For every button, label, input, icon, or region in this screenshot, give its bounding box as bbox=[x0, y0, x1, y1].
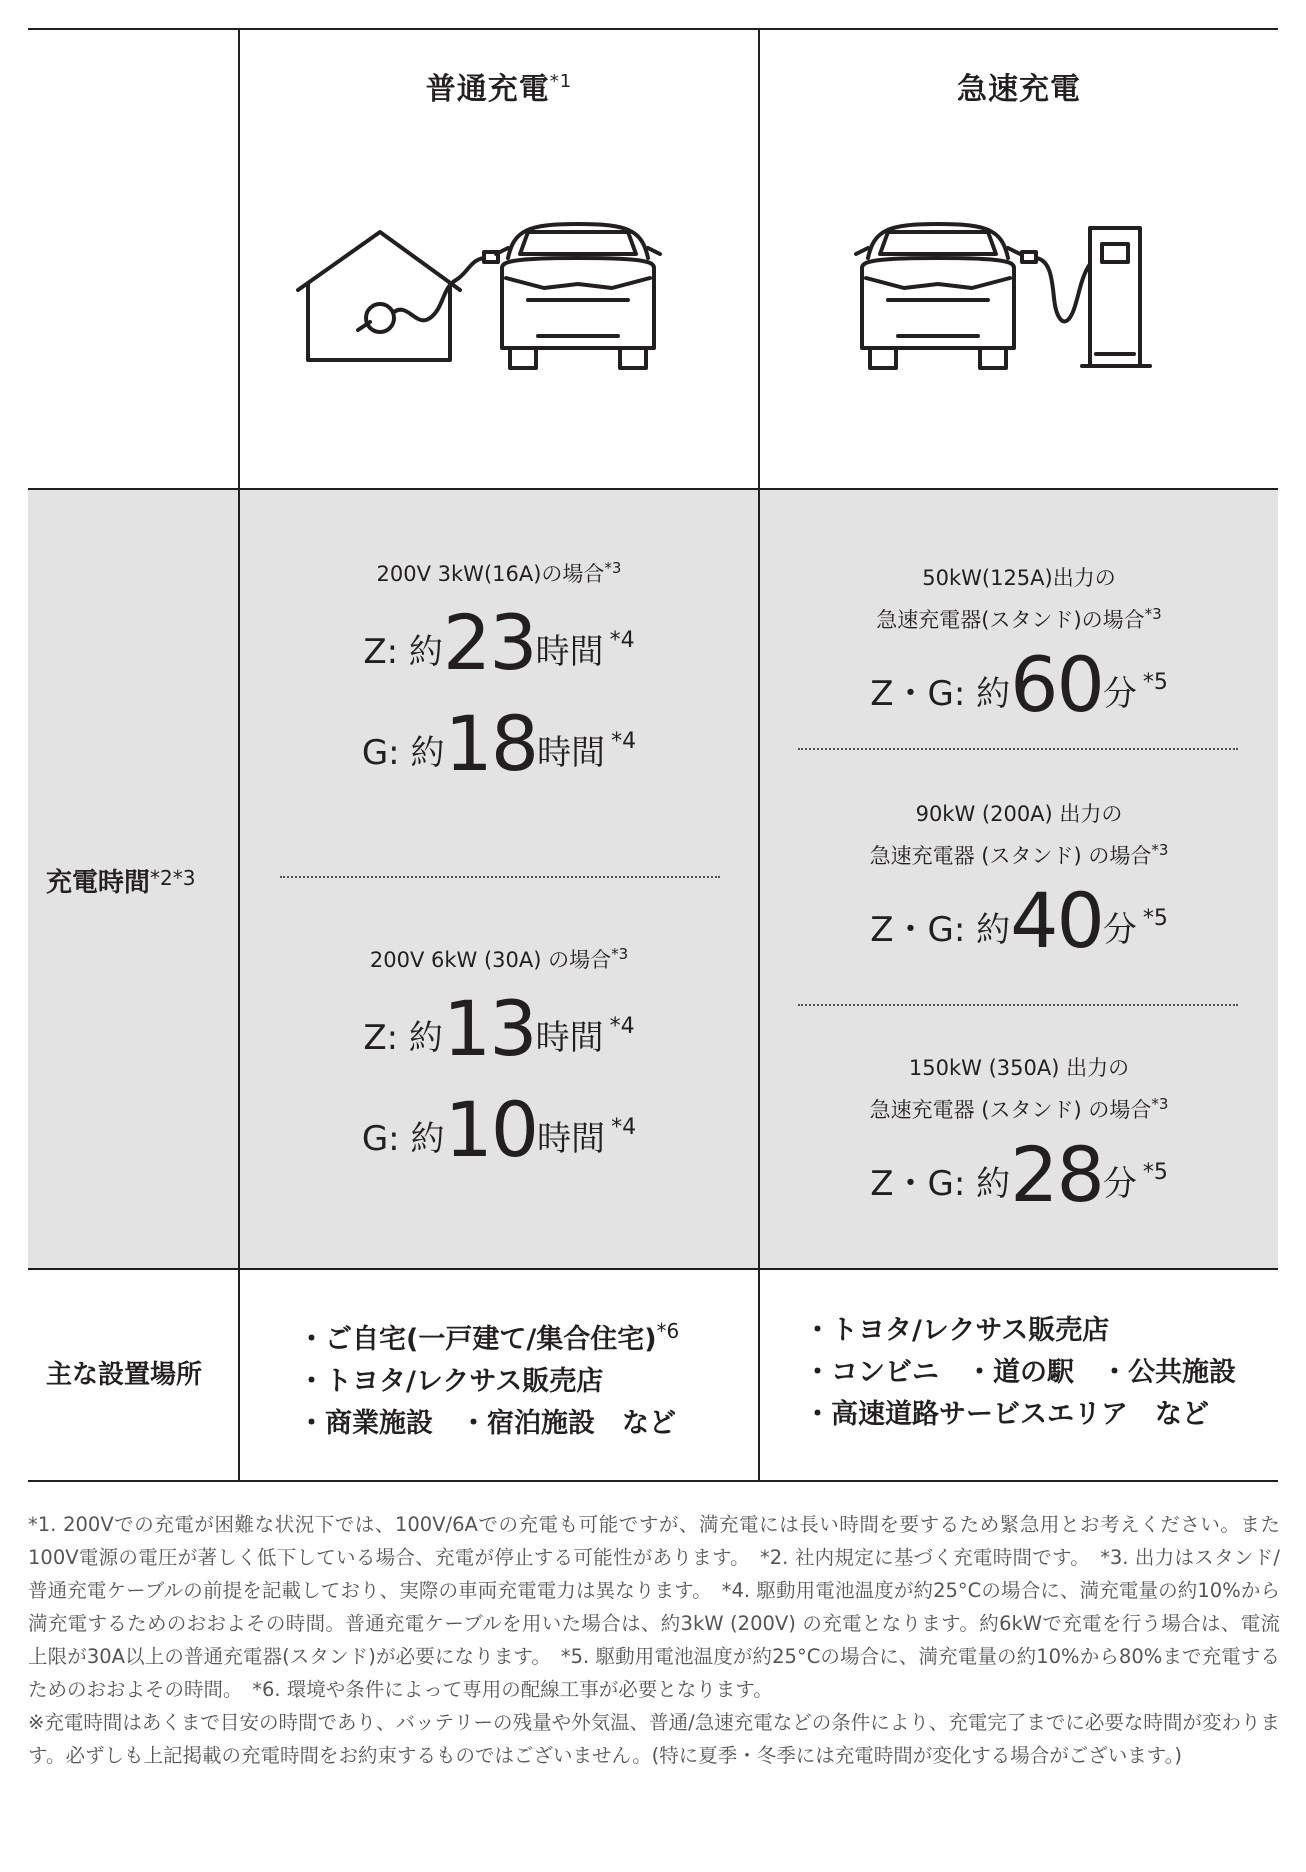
plug-icon bbox=[358, 252, 498, 332]
dotted-separator bbox=[280, 876, 720, 878]
footnote-mark: *5 bbox=[1142, 906, 1168, 931]
dotted-separator bbox=[798, 1004, 1238, 1006]
charge-time-label bbox=[46, 862, 195, 899]
footnotes-main: *1. 200Vでの充電が困難な状況下では、100V/6Aでの充電も可能ですが、満充電には長い時間を要するため緊急用とお考えください。また100V電源の電圧が著しく低下している場合、充電が停止する可能性があります。 *2. 社内規定に基づく充電時間です。 *3. 出力はスタンド/普通充電ケーブルの前提を記載しており、実際の車両充電電力は異なります。 *4. 駆動用電池温度が約25°Cの場合に、満充電量の約10%から満充電するためのおおよその時間。普通充電ケーブルを用いた場合は、約3kW (200V) の充電となります。約6kWで充電を行う場合は、電流上限が30A以上の普通充電器(スタンド)が必要になります。 *5. 駆動用電池温度が約25°Cの場合に、満充電量の約10%から80%まで充電するためのおおよその時間。 *6. 環境や条件によって専用の配線工事が必要となります。 bbox=[28, 1513, 1280, 1701]
z-grade-time bbox=[240, 596, 758, 697]
time-value: 23 bbox=[442, 598, 536, 687]
footnote-mark: *3 bbox=[1144, 605, 1162, 623]
z-grade-time bbox=[240, 982, 758, 1083]
condition-line: 50kW(125A)出力の bbox=[922, 566, 1116, 590]
house-icon bbox=[298, 232, 460, 360]
grade-prefix: G: 約 bbox=[361, 1119, 445, 1159]
grade-prefix: G: 約 bbox=[361, 733, 445, 773]
rapid-charge-header bbox=[760, 64, 1278, 108]
footnote-mark: *4 bbox=[611, 1115, 637, 1140]
condition-label: 200V 6kW (30A) の場合 bbox=[369, 948, 612, 972]
footnote-mark: *4 bbox=[609, 1014, 635, 1039]
condition-line: 90kW (200A) 出力の bbox=[915, 802, 1123, 826]
footnote-mark: *2*3 bbox=[150, 866, 196, 890]
footnote-mark: *3 bbox=[604, 559, 622, 577]
table-bottom-border bbox=[28, 1480, 1278, 1482]
grade-prefix: Z: 約 bbox=[363, 632, 443, 672]
time-unit: 分 bbox=[1102, 910, 1137, 950]
grade-prefix: Z: 約 bbox=[363, 1018, 443, 1058]
list-item bbox=[298, 1310, 679, 1361]
condition-line bbox=[760, 832, 1278, 874]
condition-text bbox=[240, 936, 758, 978]
list-item: ・高速道路サービスエリア など bbox=[804, 1399, 1209, 1430]
normal-locations-list bbox=[298, 1310, 679, 1445]
time-value: 13 bbox=[442, 984, 536, 1073]
g-grade-time bbox=[240, 1083, 758, 1184]
condition-line: 150kW (350A) 出力の bbox=[908, 1056, 1130, 1080]
time-value: 40 bbox=[1010, 876, 1103, 965]
zg-grade-time bbox=[760, 1128, 1278, 1229]
charge-time-label-text: 充電時間 bbox=[46, 868, 151, 898]
grade-prefix: Z・G: 約 bbox=[870, 1164, 1011, 1204]
g-grade-time bbox=[240, 697, 758, 798]
time-value: 28 bbox=[1010, 1130, 1103, 1219]
rapid-charge-illustration bbox=[854, 218, 1184, 398]
condition-line bbox=[760, 1086, 1278, 1128]
rapid-block-3 bbox=[760, 1050, 1278, 1229]
footnote-mark: *3 bbox=[1151, 1095, 1169, 1113]
time-unit: 時間 bbox=[537, 1119, 606, 1159]
footnote-mark: *4 bbox=[611, 729, 637, 754]
row-divider bbox=[28, 1268, 1278, 1270]
rapid-block-2 bbox=[760, 796, 1278, 975]
row-divider bbox=[28, 488, 1278, 490]
condition-text bbox=[240, 550, 758, 592]
list-item: ・トヨタ/レクサス販売店 bbox=[804, 1315, 1110, 1346]
grade-prefix: Z・G: 約 bbox=[870, 910, 1011, 950]
car-front-icon bbox=[496, 224, 660, 368]
table-top-border bbox=[28, 28, 1278, 30]
normal-charge-title: 普通充電 bbox=[425, 72, 550, 107]
locations-label: 主な設置場所 bbox=[46, 1360, 203, 1390]
grade-prefix: Z・G: 約 bbox=[870, 674, 1011, 714]
normal-block-1 bbox=[240, 550, 758, 798]
normal-charge-illustration bbox=[298, 218, 718, 398]
footnote-mark: *3 bbox=[1151, 841, 1169, 859]
footnote-mark: *5 bbox=[1142, 670, 1168, 695]
condition-label: 200V 3kW(16A)の場合 bbox=[376, 562, 605, 586]
time-value: 10 bbox=[444, 1085, 538, 1174]
charging-table bbox=[28, 28, 1278, 1482]
car-front-icon bbox=[856, 224, 1020, 368]
footnote-mark: *3 bbox=[611, 945, 629, 963]
time-unit: 分 bbox=[1102, 674, 1137, 714]
time-unit: 時間 bbox=[535, 1018, 604, 1058]
dotted-separator bbox=[798, 748, 1238, 750]
column-divider bbox=[758, 28, 760, 1482]
condition-label: 急速充電器 (スタンド) の場合 bbox=[869, 844, 1152, 868]
list-item: ・コンビニ ・道の駅 ・公共施設 bbox=[804, 1357, 1236, 1388]
time-value: 60 bbox=[1010, 640, 1103, 729]
condition-label: 急速充電器 (スタンド) の場合 bbox=[869, 1098, 1152, 1122]
condition-line bbox=[760, 596, 1278, 638]
zg-grade-time bbox=[760, 638, 1278, 739]
list-item: ・商業施設 ・宿泊施設 など bbox=[298, 1408, 676, 1439]
charging-stand-icon bbox=[1022, 228, 1150, 366]
time-unit: 時間 bbox=[535, 632, 604, 672]
location-text: ・ご自宅(一戸建て/集合住宅) bbox=[298, 1324, 657, 1355]
normal-charge-header bbox=[240, 64, 758, 108]
footnote-mark: *4 bbox=[609, 628, 635, 653]
zg-grade-time bbox=[760, 874, 1278, 975]
time-value: 18 bbox=[444, 699, 538, 788]
rapid-locations-list bbox=[804, 1310, 1236, 1436]
rapid-block-1 bbox=[760, 560, 1278, 739]
footnote-mark: *6 bbox=[656, 1319, 680, 1343]
time-unit: 分 bbox=[1102, 1164, 1137, 1204]
time-unit: 時間 bbox=[537, 733, 606, 773]
list-item: ・トヨタ/レクサス販売店 bbox=[298, 1366, 604, 1397]
rapid-charge-title: 急速充電 bbox=[957, 72, 1081, 107]
footnote-mark: *1 bbox=[549, 71, 573, 92]
footnote-mark: *5 bbox=[1142, 1160, 1168, 1185]
normal-block-2 bbox=[240, 936, 758, 1184]
condition-label: 急速充電器(スタンド)の場合 bbox=[876, 608, 1145, 632]
footnotes bbox=[28, 1508, 1280, 1772]
footnotes-remark: ※充電時間はあくまで目安の時間であり、バッテリーの残量や外気温、普通/急速充電などの条件により、充電完了までに必要な時間が変わります。必ずしも上記掲載の充電時間をお約束するものではございません。(特に夏季・冬季には充電時間が変化する場合がございます。) bbox=[28, 1711, 1280, 1767]
